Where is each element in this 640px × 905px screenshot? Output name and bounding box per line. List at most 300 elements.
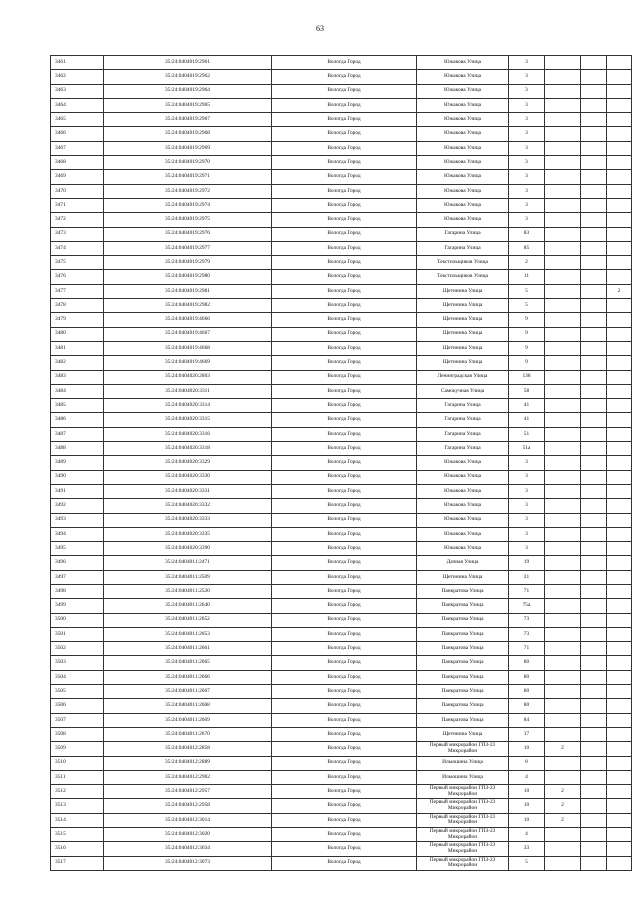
row-number-cell: 3484	[51, 384, 104, 398]
extra-cell	[581, 713, 607, 727]
row-number-cell: 3510	[51, 756, 104, 770]
table-row	[51, 556, 632, 570]
extra-cell	[581, 828, 607, 842]
cadastral-number-cell: 35:24:0404011:2640	[104, 599, 272, 613]
building-cell	[545, 599, 581, 613]
apartment-cell	[607, 56, 632, 70]
row-number-cell: 3491	[51, 484, 104, 498]
building-cell: 2	[545, 785, 581, 799]
extra-cell	[581, 799, 607, 813]
table-row	[51, 284, 632, 298]
row-number-cell: 3475	[51, 256, 104, 270]
building-cell	[545, 427, 581, 441]
city-cell: Вологда Город	[272, 456, 417, 470]
house-number-cell: 3	[509, 456, 545, 470]
street-cell: Южакова Улица	[417, 542, 509, 556]
table-row	[51, 828, 632, 842]
city-cell: Вологда Город	[272, 584, 417, 598]
building-cell	[545, 670, 581, 684]
row-number-cell: 3505	[51, 685, 104, 699]
extra-cell	[581, 599, 607, 613]
apartment-cell	[607, 84, 632, 98]
city-cell: Вологда Город	[272, 170, 417, 184]
row-number-cell: 3507	[51, 713, 104, 727]
house-number-cell: 21	[509, 570, 545, 584]
street-cell: Первый микрорайон ГПЗ-23 Микрорайон	[417, 842, 509, 856]
table-row	[51, 813, 632, 827]
apartment-cell	[607, 127, 632, 141]
extra-cell	[581, 756, 607, 770]
street-cell: Гагарина Улица	[417, 241, 509, 255]
table-row	[51, 527, 632, 541]
apartment-cell	[607, 170, 632, 184]
city-cell: Вологда Город	[272, 613, 417, 627]
row-number-cell: 3466	[51, 127, 104, 141]
city-cell: Вологда Город	[272, 656, 417, 670]
cadastral-number-cell: 35:24:0404012:2902	[104, 770, 272, 784]
street-cell: Щетинина Улица	[417, 284, 509, 298]
apartment-cell	[607, 341, 632, 355]
city-cell: Вологда Город	[272, 685, 417, 699]
building-cell	[545, 627, 581, 641]
house-number-cell: 80	[509, 699, 545, 713]
table-row	[51, 685, 632, 699]
table-row	[51, 484, 632, 498]
street-cell: Панкратова Улица	[417, 685, 509, 699]
building-cell	[545, 613, 581, 627]
extra-cell	[581, 499, 607, 513]
row-number-cell: 3514	[51, 813, 104, 827]
cadastral-number-cell: 35:24:0404012:3073	[104, 856, 272, 870]
street-cell: Южакова Улица	[417, 156, 509, 170]
cadastral-number-cell: 35:24:0404019:2972	[104, 184, 272, 198]
building-cell	[545, 384, 581, 398]
cadastral-number-cell: 35:24:0404020:3329	[104, 456, 272, 470]
city-cell: Вологда Город	[272, 227, 417, 241]
street-cell: Панкратова Улица	[417, 713, 509, 727]
row-number-cell: 3501	[51, 627, 104, 641]
house-number-cell: 2	[509, 256, 545, 270]
row-number-cell: 3511	[51, 770, 104, 784]
street-cell: Гагарина Улица	[417, 399, 509, 413]
row-number-cell: 3473	[51, 227, 104, 241]
street-cell: Щетинина Улица	[417, 727, 509, 741]
house-number-cell: 3	[509, 156, 545, 170]
apartment-cell	[607, 542, 632, 556]
apartment-cell	[607, 413, 632, 427]
street-cell: Ильюшина Улица	[417, 770, 509, 784]
apartment-cell	[607, 184, 632, 198]
house-number-cell: 19	[509, 556, 545, 570]
cadastral-number-cell: 35:24:0404019:2976	[104, 227, 272, 241]
apartment-cell	[607, 527, 632, 541]
cadastral-number-cell: 35:24:0404012:3014	[104, 813, 272, 827]
extra-cell	[581, 727, 607, 741]
city-cell: Вологда Город	[272, 713, 417, 727]
row-number-cell: 3517	[51, 856, 104, 870]
extra-cell	[581, 427, 607, 441]
house-number-cell: 10	[509, 742, 545, 756]
street-cell: Текстильщиков Улица	[417, 256, 509, 270]
row-number-cell: 3515	[51, 828, 104, 842]
street-cell: Первый микрорайон ГПЗ-23 Микрорайон	[417, 785, 509, 799]
extra-cell	[581, 227, 607, 241]
table-row	[51, 513, 632, 527]
apartment-cell	[607, 299, 632, 313]
extra-cell	[581, 842, 607, 856]
table-row	[51, 842, 632, 856]
row-number-cell: 3496	[51, 556, 104, 570]
city-cell: Вологда Город	[272, 627, 417, 641]
city-cell: Вологда Город	[272, 770, 417, 784]
extra-cell	[581, 384, 607, 398]
apartment-cell	[607, 313, 632, 327]
street-cell: Первый микрорайон ГПЗ-23 Микрорайон	[417, 828, 509, 842]
extra-cell	[581, 313, 607, 327]
house-number-cell: 73	[509, 613, 545, 627]
street-cell: Ильюшина Улица	[417, 756, 509, 770]
extra-cell	[581, 627, 607, 641]
row-number-cell: 3470	[51, 184, 104, 198]
cadastral-number-cell: 35:24:0404011:2661	[104, 642, 272, 656]
street-cell: Южакова Улица	[417, 470, 509, 484]
apartment-cell	[607, 856, 632, 870]
row-number-cell: 3472	[51, 213, 104, 227]
city-cell: Вологда Город	[272, 756, 417, 770]
extra-cell	[581, 327, 607, 341]
apartment-cell	[607, 384, 632, 398]
building-cell	[545, 685, 581, 699]
extra-cell	[581, 642, 607, 656]
street-cell: Южакова Улица	[417, 213, 509, 227]
table-row	[51, 256, 632, 270]
city-cell: Вологда Город	[272, 427, 417, 441]
city-cell: Вологда Город	[272, 484, 417, 498]
street-cell: Южакова Улица	[417, 127, 509, 141]
table-row	[51, 799, 632, 813]
apartment-cell	[607, 785, 632, 799]
cadastral-number-cell: 35:24:0404020:2803	[104, 370, 272, 384]
extra-cell	[581, 156, 607, 170]
street-cell: Гагарина Улица	[417, 442, 509, 456]
cadastral-number-cell: 35:24:0404019:2967	[104, 113, 272, 127]
house-number-cell: 73	[509, 627, 545, 641]
house-number-cell: 71	[509, 642, 545, 656]
street-cell: Южакова Улица	[417, 499, 509, 513]
house-number-cell: 9	[509, 313, 545, 327]
building-cell	[545, 470, 581, 484]
row-number-cell: 3477	[51, 284, 104, 298]
row-number-cell: 3464	[51, 98, 104, 112]
building-cell	[545, 642, 581, 656]
cadastral-number-cell: 35:24:0404012:3020	[104, 828, 272, 842]
street-cell: Южакова Улица	[417, 484, 509, 498]
building-cell	[545, 127, 581, 141]
table-row	[51, 413, 632, 427]
table-row	[51, 113, 632, 127]
building-cell	[545, 256, 581, 270]
building-cell	[545, 113, 581, 127]
row-number-cell: 3483	[51, 370, 104, 384]
cadastral-number-cell: 35:24:0404011:2669	[104, 713, 272, 727]
cadastral-number-cell: 35:24:0404011:2666	[104, 670, 272, 684]
table-row	[51, 456, 632, 470]
cadastral-number-cell: 35:24:0404020:3332	[104, 499, 272, 513]
building-cell	[545, 484, 581, 498]
city-cell: Вологда Город	[272, 256, 417, 270]
apartment-cell	[607, 599, 632, 613]
building-cell	[545, 527, 581, 541]
table-row	[51, 141, 632, 155]
building-cell	[545, 656, 581, 670]
table-row	[51, 213, 632, 227]
street-cell: Южакова Улица	[417, 527, 509, 541]
extra-cell	[581, 399, 607, 413]
extra-cell	[581, 184, 607, 198]
row-number-cell: 3492	[51, 499, 104, 513]
street-cell: Панкратова Улица	[417, 642, 509, 656]
building-cell	[545, 356, 581, 370]
city-cell: Вологда Город	[272, 370, 417, 384]
extra-cell	[581, 356, 607, 370]
row-number-cell: 3474	[51, 241, 104, 255]
apartment-cell	[607, 456, 632, 470]
apartment-cell	[607, 70, 632, 84]
city-cell: Вологда Город	[272, 98, 417, 112]
cadastral-number-cell: 35:24:0404019:2968	[104, 127, 272, 141]
table-row	[51, 785, 632, 799]
city-cell: Вологда Город	[272, 84, 417, 98]
row-number-cell: 3461	[51, 56, 104, 70]
cadastral-number-cell: 35:24:0404019:2977	[104, 241, 272, 255]
house-number-cell: 9	[509, 327, 545, 341]
building-cell	[545, 570, 581, 584]
extra-cell	[581, 256, 607, 270]
house-number-cell: 41	[509, 413, 545, 427]
row-number-cell: 3481	[51, 341, 104, 355]
city-cell: Вологда Город	[272, 856, 417, 870]
table-row	[51, 156, 632, 170]
street-cell: Южакова Улица	[417, 141, 509, 155]
cadastral-number-cell: 35:24:0404019:2970	[104, 156, 272, 170]
building-cell	[545, 828, 581, 842]
cadastral-number-cell: 35:24:0404011:2509	[104, 570, 272, 584]
house-number-cell: 3	[509, 56, 545, 70]
house-number-cell: 83	[509, 227, 545, 241]
cadastral-number-cell: 35:24:0404012:2958	[104, 799, 272, 813]
house-number-cell: 3	[509, 70, 545, 84]
table-row	[51, 699, 632, 713]
table-row	[51, 127, 632, 141]
extra-cell	[581, 542, 607, 556]
cadastral-number-cell: 35:24:0404020:3314	[104, 399, 272, 413]
row-number-cell: 3467	[51, 141, 104, 155]
table-row	[51, 613, 632, 627]
apartment-cell	[607, 241, 632, 255]
city-cell: Вологда Город	[272, 727, 417, 741]
house-number-cell: 138	[509, 370, 545, 384]
table-row	[51, 98, 632, 112]
house-number-cell: 3	[509, 484, 545, 498]
building-cell	[545, 713, 581, 727]
street-cell: Гагарина Улица	[417, 413, 509, 427]
building-cell: 2	[545, 799, 581, 813]
apartment-cell	[607, 113, 632, 127]
building-cell	[545, 184, 581, 198]
cadastral-number-cell: 35:24:0404020:3390	[104, 542, 272, 556]
city-cell: Вологда Город	[272, 56, 417, 70]
city-cell: Вологда Город	[272, 213, 417, 227]
cadastral-number-cell: 35:24:0404020:3311	[104, 384, 272, 398]
house-number-cell: 80	[509, 656, 545, 670]
cadastral-number-cell: 35:24:0404019:4668	[104, 341, 272, 355]
city-cell: Вологда Город	[272, 527, 417, 541]
extra-cell	[581, 584, 607, 598]
extra-cell	[581, 270, 607, 284]
cadastral-number-cell: 35:24:0404012:3034	[104, 842, 272, 856]
table-row	[51, 84, 632, 98]
house-number-cell: 80	[509, 685, 545, 699]
cadastral-number-cell: 35:24:0404019:2981	[104, 284, 272, 298]
cadastral-number-cell: 35:24:0404019:2962	[104, 70, 272, 84]
extra-cell	[581, 456, 607, 470]
apartment-cell	[607, 799, 632, 813]
table-row	[51, 442, 632, 456]
register-table-body	[51, 56, 632, 871]
row-number-cell: 3516	[51, 842, 104, 856]
city-cell: Вологда Город	[272, 299, 417, 313]
street-cell: Панкратова Улица	[417, 613, 509, 627]
apartment-cell	[607, 699, 632, 713]
apartment-cell	[607, 713, 632, 727]
apartment-cell	[607, 484, 632, 498]
table-row	[51, 584, 632, 598]
building-cell	[545, 213, 581, 227]
page-number: 63	[316, 24, 324, 33]
extra-cell	[581, 613, 607, 627]
table-row	[51, 184, 632, 198]
building-cell	[545, 284, 581, 298]
extra-cell	[581, 170, 607, 184]
city-cell: Вологда Город	[272, 828, 417, 842]
city-cell: Вологда Город	[272, 670, 417, 684]
row-number-cell: 3512	[51, 785, 104, 799]
street-cell: Первый микрорайон ГПЗ-23 Микрорайон	[417, 799, 509, 813]
extra-cell	[581, 685, 607, 699]
apartment-cell	[607, 556, 632, 570]
table-row	[51, 656, 632, 670]
street-cell: Южакова Улица	[417, 113, 509, 127]
street-cell: Южакова Улица	[417, 98, 509, 112]
row-number-cell: 3494	[51, 527, 104, 541]
building-cell	[545, 327, 581, 341]
row-number-cell: 3489	[51, 456, 104, 470]
cadastral-number-cell: 35:24:0404019:4666	[104, 313, 272, 327]
row-number-cell: 3502	[51, 642, 104, 656]
apartment-cell	[607, 370, 632, 384]
city-cell: Вологда Город	[272, 127, 417, 141]
building-cell	[545, 241, 581, 255]
apartment-cell	[607, 727, 632, 741]
city-cell: Вологда Город	[272, 742, 417, 756]
house-number-cell: 3	[509, 513, 545, 527]
table-row	[51, 742, 632, 756]
extra-cell	[581, 527, 607, 541]
cadastral-number-cell: 35:24:0404019:2965	[104, 98, 272, 112]
city-cell: Вологда Город	[272, 341, 417, 355]
apartment-cell	[607, 742, 632, 756]
house-number-cell: 11	[509, 270, 545, 284]
extra-cell	[581, 742, 607, 756]
table-row	[51, 770, 632, 784]
city-cell: Вологда Город	[272, 599, 417, 613]
cadastral-number-cell: 35:24:0404020:3335	[104, 527, 272, 541]
table-row	[51, 499, 632, 513]
row-number-cell: 3486	[51, 413, 104, 427]
house-number-cell: 3	[509, 470, 545, 484]
building-cell	[545, 399, 581, 413]
building-cell	[545, 556, 581, 570]
table-row	[51, 570, 632, 584]
row-number-cell: 3509	[51, 742, 104, 756]
row-number-cell: 3493	[51, 513, 104, 527]
city-cell: Вологда Город	[272, 442, 417, 456]
building-cell	[545, 770, 581, 784]
house-number-cell: 51	[509, 427, 545, 441]
cadastral-number-cell: 35:24:0404019:2961	[104, 56, 272, 70]
cadastral-number-cell: 35:24:0404011:2665	[104, 656, 272, 670]
extra-cell	[581, 341, 607, 355]
street-cell: Дачная Улица	[417, 556, 509, 570]
house-number-cell: 3	[509, 527, 545, 541]
row-number-cell: 3485	[51, 399, 104, 413]
row-number-cell: 3490	[51, 470, 104, 484]
extra-cell	[581, 813, 607, 827]
house-number-cell: 3	[509, 184, 545, 198]
extra-cell	[581, 570, 607, 584]
street-cell: Панкратова Улица	[417, 670, 509, 684]
table-row	[51, 427, 632, 441]
city-cell: Вологда Город	[272, 241, 417, 255]
extra-cell	[581, 513, 607, 527]
cadastral-number-cell: 35:24:0404011:2520	[104, 584, 272, 598]
extra-cell	[581, 241, 607, 255]
street-cell: Панкратова Улица	[417, 699, 509, 713]
house-number-cell: 51а	[509, 442, 545, 456]
cadastral-number-cell: 35:24:0404019:4669	[104, 356, 272, 370]
street-cell: Текстильщиков Улица	[417, 270, 509, 284]
apartment-cell	[607, 198, 632, 212]
house-number-cell: 41	[509, 399, 545, 413]
extra-cell	[581, 556, 607, 570]
building-cell	[545, 499, 581, 513]
city-cell: Вологда Город	[272, 470, 417, 484]
building-cell	[545, 842, 581, 856]
city-cell: Вологда Город	[272, 399, 417, 413]
city-cell: Вологда Город	[272, 313, 417, 327]
row-number-cell: 3479	[51, 313, 104, 327]
row-number-cell: 3504	[51, 670, 104, 684]
city-cell: Вологда Город	[272, 813, 417, 827]
street-cell: Южакова Улица	[417, 170, 509, 184]
street-cell: Первый микрорайон ГПЗ-23 Микрорайон	[417, 742, 509, 756]
table-row	[51, 399, 632, 413]
table-row	[51, 198, 632, 212]
house-number-cell: 5	[509, 284, 545, 298]
city-cell: Вологда Город	[272, 70, 417, 84]
extra-cell	[581, 284, 607, 298]
table-row	[51, 299, 632, 313]
